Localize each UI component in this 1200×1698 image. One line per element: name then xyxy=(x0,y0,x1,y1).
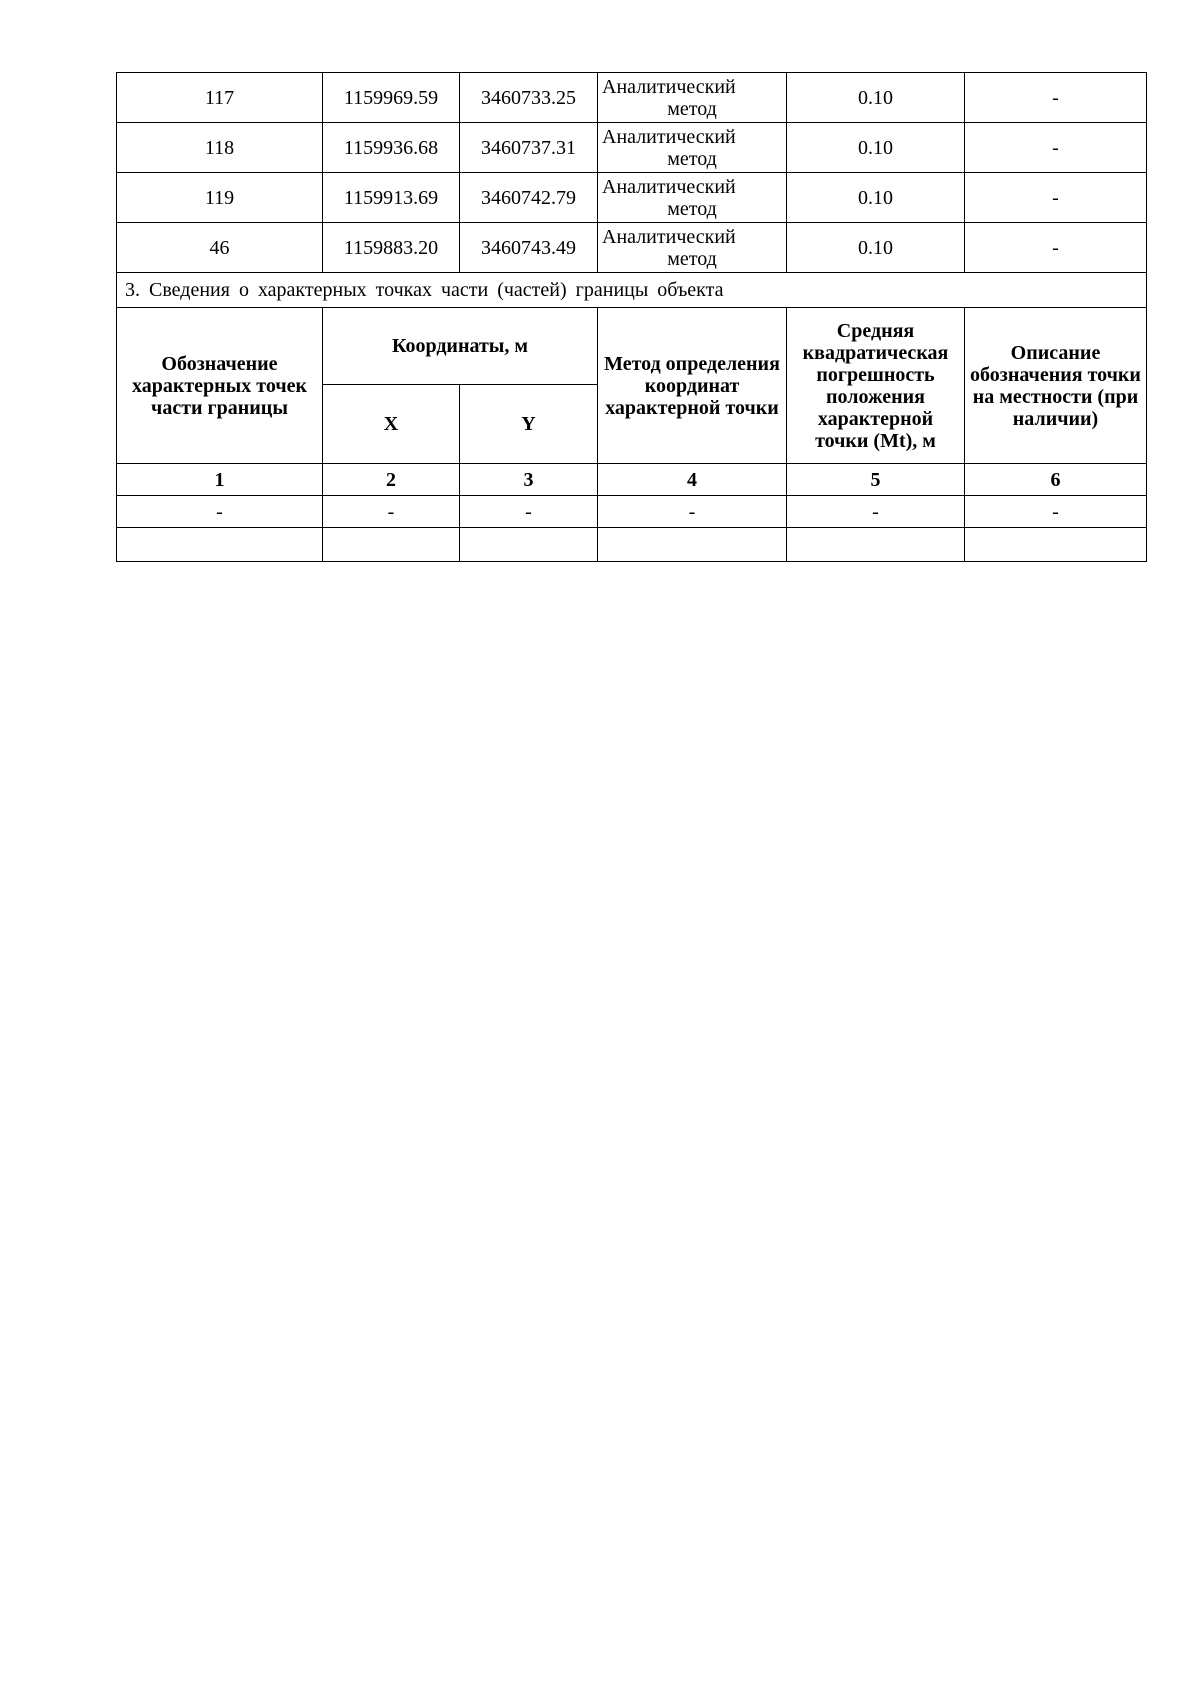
dash-cell: - xyxy=(460,496,598,528)
mt-cell: 0.10 xyxy=(787,73,965,123)
column-number: 3 xyxy=(460,464,598,496)
header-description xyxy=(965,308,1147,464)
column-number: 1 xyxy=(117,464,323,496)
empty-cell xyxy=(965,528,1147,562)
table-row xyxy=(117,73,1147,123)
mt-cell: 0.10 xyxy=(787,123,965,173)
y-coordinate-cell: 3460743.49 xyxy=(460,223,598,273)
mt-cell: 0.10 xyxy=(787,173,965,223)
y-coordinate-cell: 3460737.31 xyxy=(460,123,598,173)
x-coordinate-cell: 1159969.59 xyxy=(323,73,460,123)
header-designation-text: Обозначение характерных точек части границы xyxy=(131,352,308,419)
method-cell xyxy=(598,173,787,223)
method-text: Аналитический xyxy=(602,125,736,148)
description-cell: - xyxy=(965,173,1147,223)
dash-cell: - xyxy=(598,496,787,528)
description-cell: - xyxy=(965,123,1147,173)
mt-cell: 0.10 xyxy=(787,223,965,273)
header-description-text: Описание обозначения точки на местности (при наличии) xyxy=(970,341,1141,430)
method-text: метод xyxy=(667,147,717,170)
x-coordinate-cell: 1159913.69 xyxy=(323,173,460,223)
point-number-cell: 117 xyxy=(117,73,323,123)
dash-cell: - xyxy=(787,496,965,528)
boundary-points-table xyxy=(116,72,1147,562)
section-title: 3. Сведения о характерных точках части (частей) границы объекта xyxy=(117,273,1147,308)
dash-cell: - xyxy=(965,496,1147,528)
column-number: 6 xyxy=(965,464,1147,496)
column-number: 5 xyxy=(787,464,965,496)
method-cell xyxy=(598,73,787,123)
header-mt xyxy=(787,308,965,464)
empty-cell xyxy=(460,528,598,562)
method-text: метод xyxy=(667,197,717,220)
x-coordinate-cell: 1159936.68 xyxy=(323,123,460,173)
header-designation xyxy=(117,308,323,464)
y-coordinate-cell: 3460742.79 xyxy=(460,173,598,223)
method-text: Аналитический xyxy=(602,75,736,98)
header-mt-text: Средняя квадратическая погрешность положения характерной точки (Mt), м xyxy=(802,319,949,452)
column-number: 2 xyxy=(323,464,460,496)
header-row xyxy=(117,308,1147,385)
header-x: X xyxy=(323,385,460,464)
column-numbers-row xyxy=(117,464,1147,496)
method-text: Аналитический xyxy=(602,175,736,198)
method-text: метод xyxy=(667,247,717,270)
point-number-cell: 46 xyxy=(117,223,323,273)
description-cell: - xyxy=(965,223,1147,273)
empty-cell xyxy=(598,528,787,562)
table-row xyxy=(117,123,1147,173)
table-row xyxy=(117,223,1147,273)
point-number-cell: 119 xyxy=(117,173,323,223)
table-row xyxy=(117,173,1147,223)
header-method-text: Метод определения координат характерной точки xyxy=(604,352,780,419)
description-cell: - xyxy=(965,73,1147,123)
point-number-cell: 118 xyxy=(117,123,323,173)
header-method xyxy=(598,308,787,464)
method-text: метод xyxy=(667,97,717,120)
x-coordinate-cell: 1159883.20 xyxy=(323,223,460,273)
method-cell xyxy=(598,123,787,173)
dash-cell: - xyxy=(117,496,323,528)
empty-table-row xyxy=(117,528,1147,562)
method-cell xyxy=(598,223,787,273)
dash-cell: - xyxy=(323,496,460,528)
column-number: 4 xyxy=(598,464,787,496)
section-title-row xyxy=(117,273,1147,308)
y-coordinate-cell: 3460733.25 xyxy=(460,73,598,123)
empty-cell xyxy=(787,528,965,562)
empty-cell xyxy=(323,528,460,562)
header-y: Y xyxy=(460,385,598,464)
empty-cell xyxy=(117,528,323,562)
table-row xyxy=(117,496,1147,528)
method-text: Аналитический xyxy=(602,225,736,248)
header-coordinates: Координаты, м xyxy=(323,308,598,385)
